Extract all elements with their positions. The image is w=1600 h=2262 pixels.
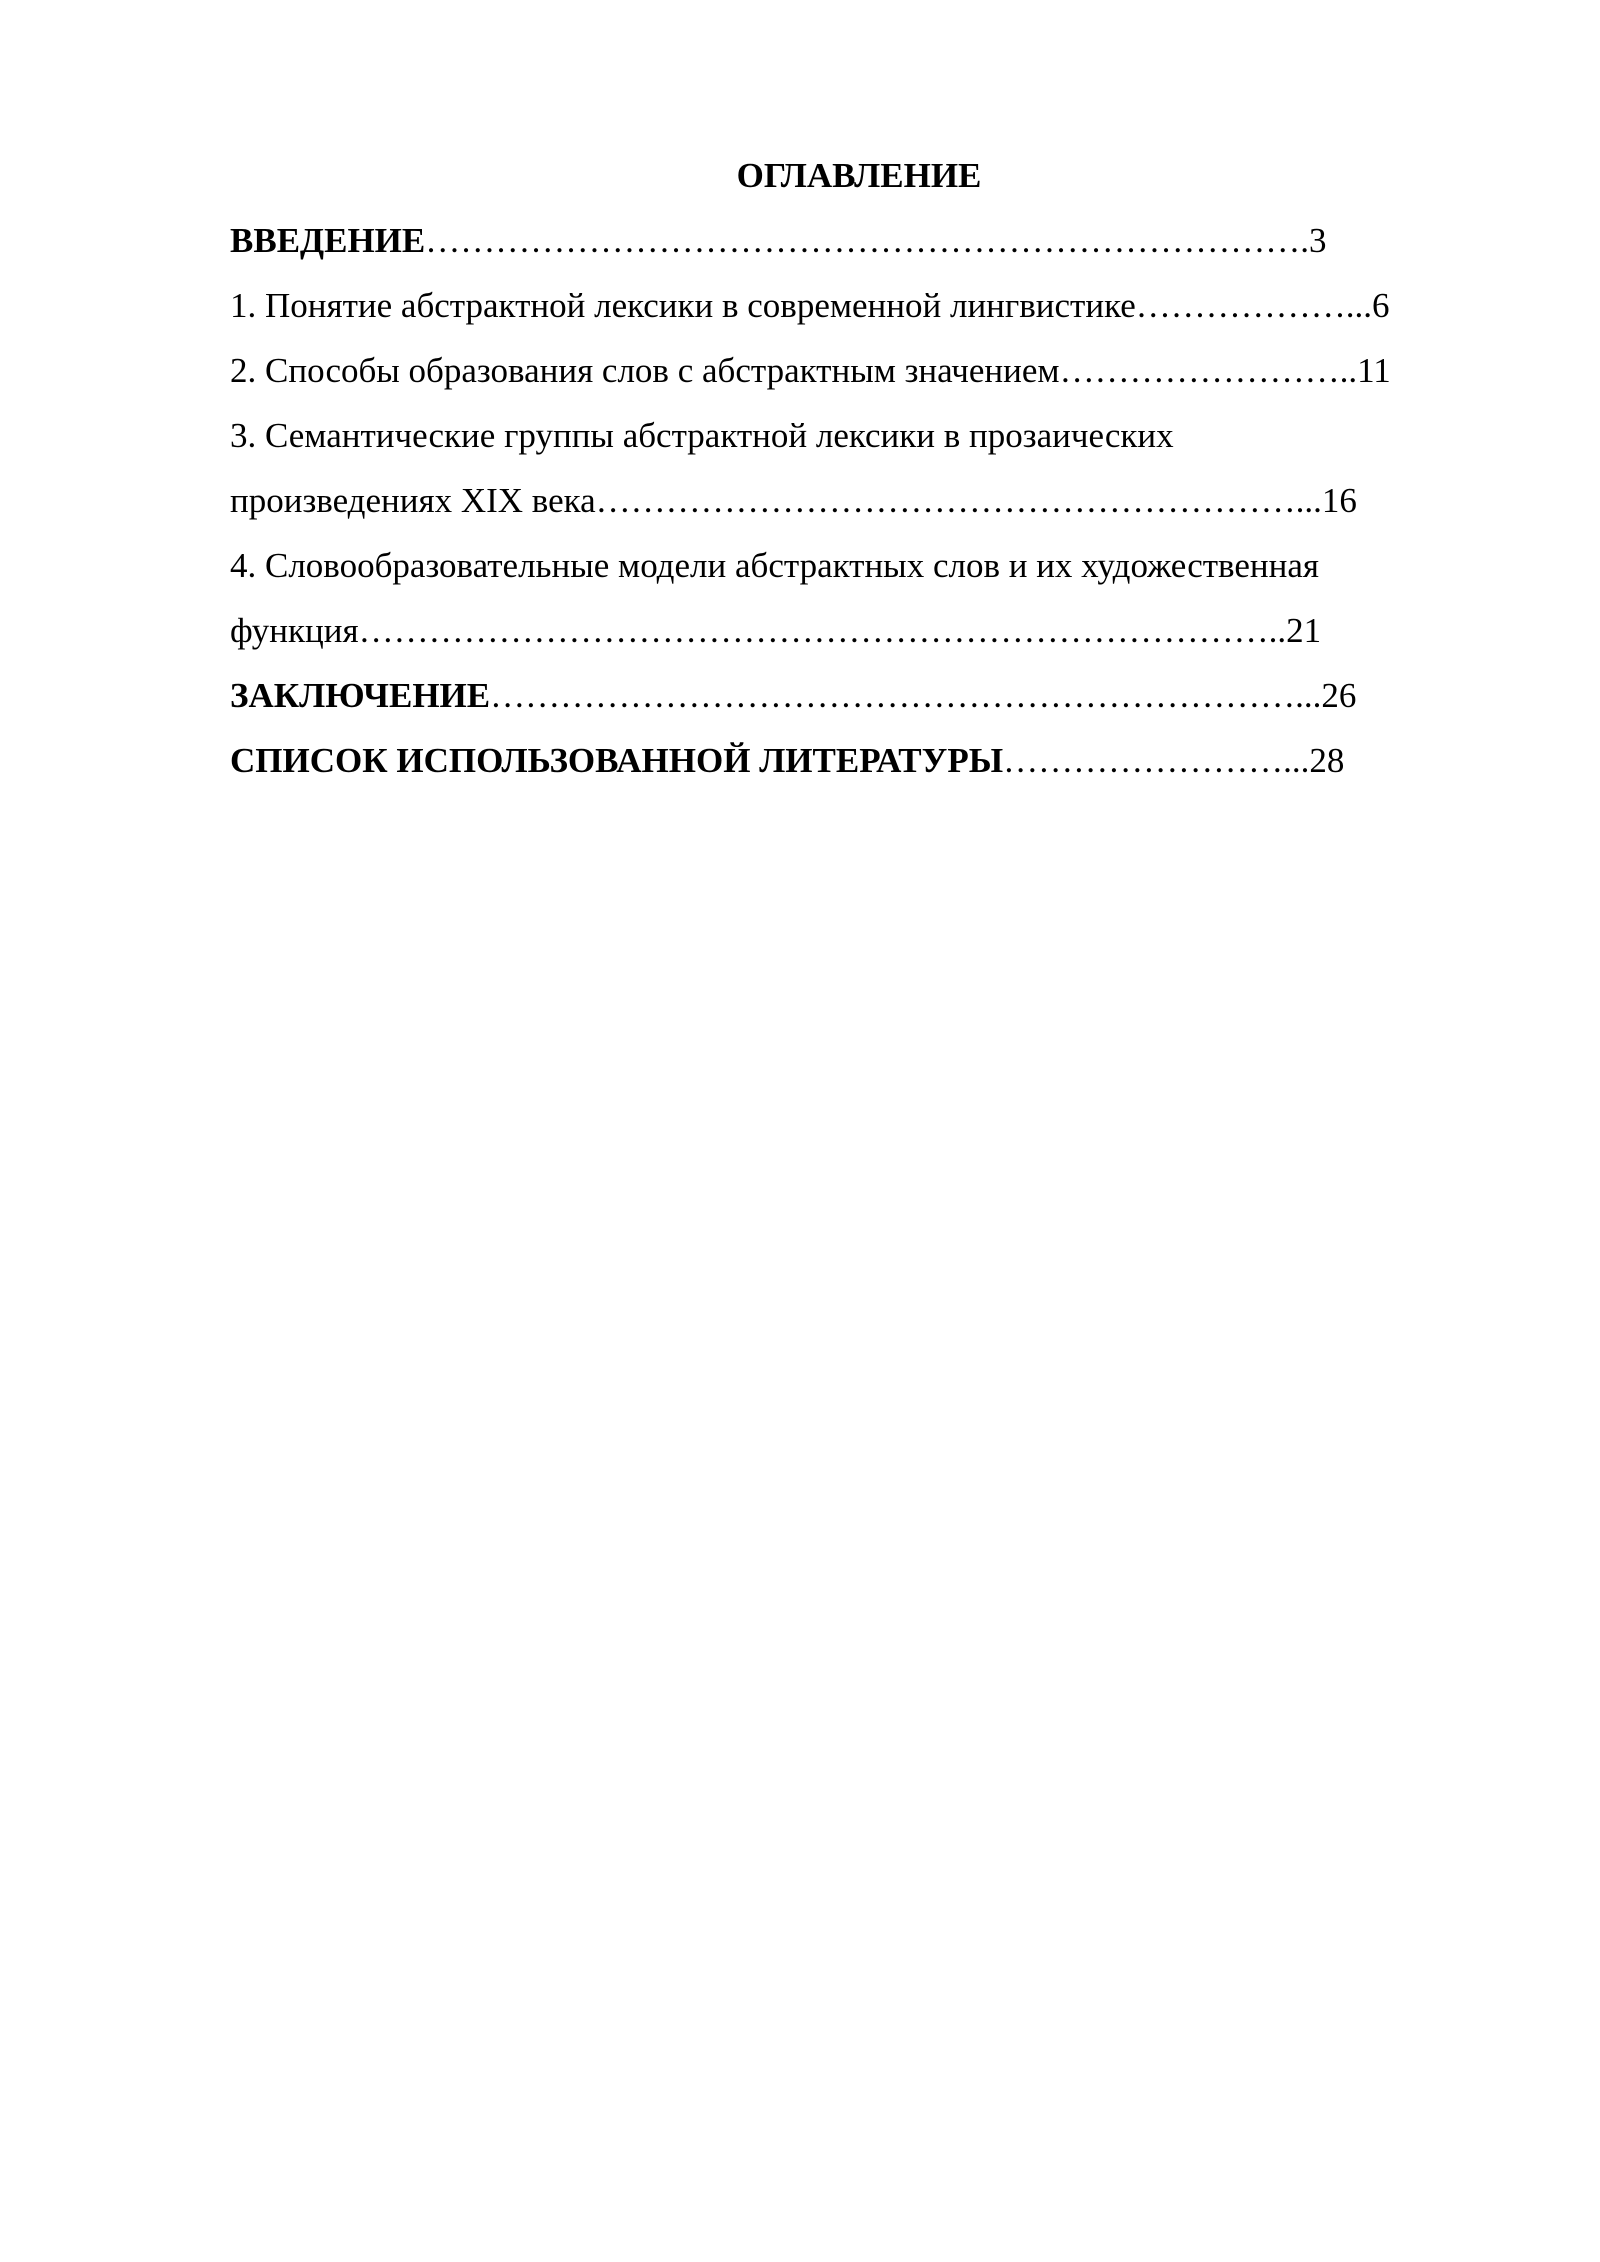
toc-entry-page: 16 bbox=[1321, 481, 1357, 520]
toc-entry-introduction[interactable] bbox=[230, 208, 1486, 273]
toc-entry-chapter-3-line-2[interactable] bbox=[230, 468, 1486, 533]
toc-entry-page: 11 bbox=[1357, 351, 1391, 390]
toc-entry-text: 3. Семантические группы абстрактной лексики в прозаических bbox=[230, 416, 1174, 455]
toc-entry-text: ВВЕДЕНИЕ bbox=[230, 221, 426, 260]
toc-entry-text: ЗАКЛЮЧЕНИЕ bbox=[230, 676, 491, 715]
toc-entry-leader: …………………………………………………………………….. bbox=[358, 611, 1287, 650]
toc-entry-leader: ……………………………………………………………... bbox=[490, 676, 1322, 715]
toc-entry-text: 1. Понятие абстрактной лексики в современной лингвистике bbox=[230, 286, 1136, 325]
toc-entry-page: 3 bbox=[1309, 221, 1327, 260]
toc-entry-page: 26 bbox=[1321, 676, 1357, 715]
toc-entry-page: 28 bbox=[1309, 741, 1345, 780]
toc-entry-chapter-2[interactable] bbox=[230, 338, 1486, 403]
toc-entry-text: 4. Словообразовательные модели абстрактных слов и их художественная bbox=[230, 546, 1319, 585]
toc-entry-bibliography[interactable] bbox=[230, 728, 1486, 793]
toc-entry-text: произведениях XIX века bbox=[230, 481, 596, 520]
toc-entry-text: 2. Способы образования слов с абстрактным значением bbox=[230, 351, 1060, 390]
toc-entry-leader: …………………………………………………………………. bbox=[425, 221, 1310, 260]
toc-entry-leader: ……………………………………………………... bbox=[595, 481, 1322, 520]
toc-entry-page: 6 bbox=[1372, 286, 1390, 325]
toc-entry-leader: …………………….. bbox=[1059, 351, 1358, 390]
toc-list bbox=[230, 208, 1486, 793]
toc-entry-conclusion[interactable] bbox=[230, 663, 1486, 728]
toc-entry-chapter-4-line-1[interactable] bbox=[230, 533, 1486, 598]
toc-entry-text: функция bbox=[230, 611, 359, 650]
toc-entry-leader: ………………... bbox=[1135, 286, 1372, 325]
toc-entry-page: 21 bbox=[1286, 611, 1322, 650]
toc-entry-chapter-1[interactable] bbox=[230, 273, 1486, 338]
toc-entry-chapter-3-line-1[interactable] bbox=[230, 403, 1486, 468]
toc-title: ОГЛАВЛЕНИЕ bbox=[736, 156, 982, 195]
toc-entry-leader: ……………………... bbox=[1003, 741, 1310, 780]
toc-entry-text: СПИСОК ИСПОЛЬЗОВАННОЙ ЛИТЕРАТУРЫ bbox=[230, 741, 1004, 780]
toc-entry-chapter-4-line-2[interactable] bbox=[230, 598, 1486, 663]
